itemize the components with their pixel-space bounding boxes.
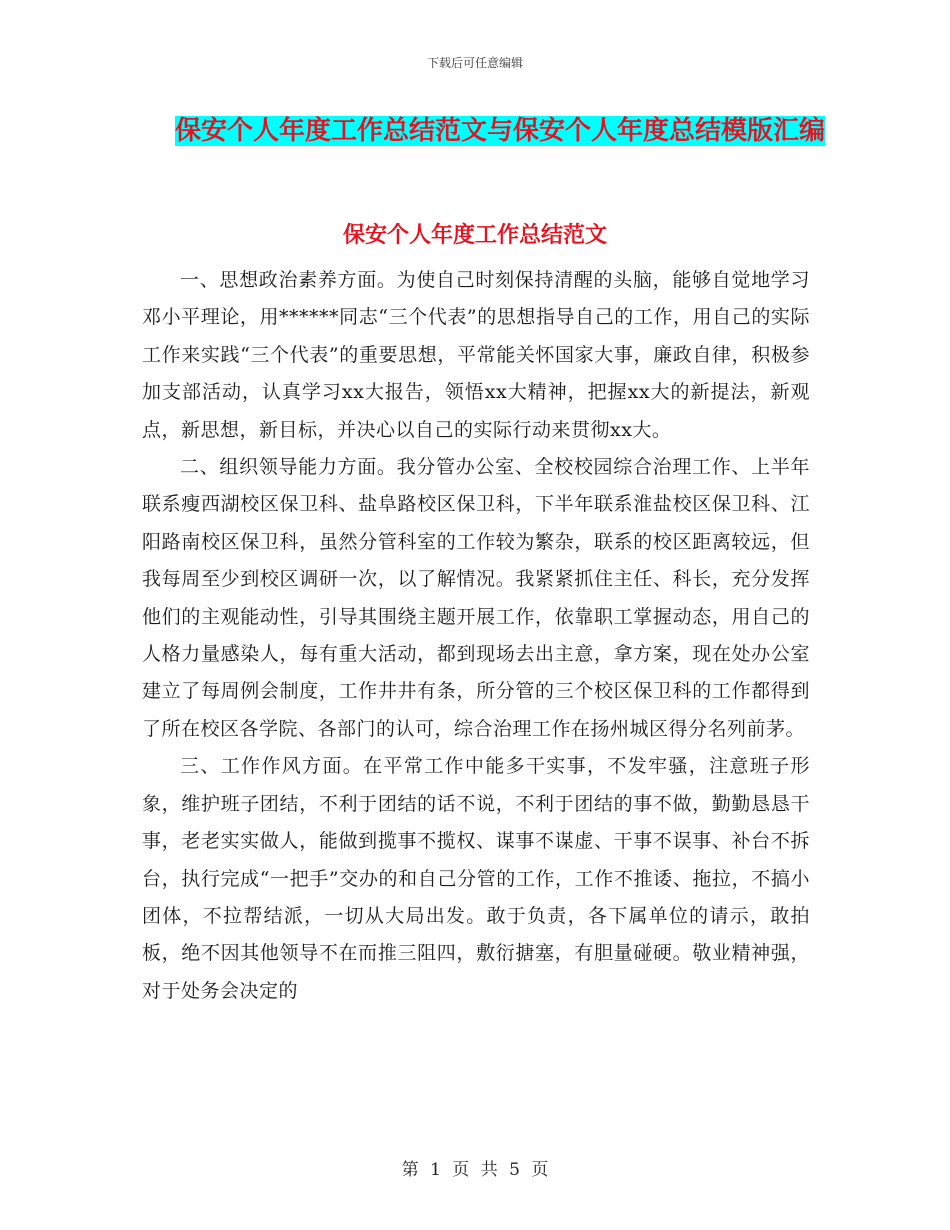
paragraph-2: 二、组织领导能力方面。我分管办公室、全校校园综合治理工作、上半年联系瘦西湖校区保卫科、盐阜路校区保卫科，下半年联系淮盐校区保卫科、江阳路南校区保卫科，虽然分管科室的工作较为繁杂，联系的校区距离较远，但我每周至少到校区调研一次，以了解情况。我紧紧抓住主任、科长，充分发挥他们的主观能动性，引导其围绕主题开展工作，依靠职工掌握动态，用自己的人格力量感染人，每有重大活动，都到现场去出主意，拿方案，现在处办公室建立了每周例会制度，工作井井有条，所分管的三个校区保卫科的工作都得到了所在校区各学院、各部门的认可，综合治理工作在扬州城区得分名列前茅。 bbox=[142, 456, 810, 740]
header-note: 下载后可任意编辑 bbox=[426, 56, 523, 70]
body-content bbox=[142, 262, 810, 1010]
paragraph-1: 一、思想政治素养方面。为使自己时刻保持清醒的头脑，能够自觉地学习邓小平理论，用******同志“三个代表”的思想指导自己的工作，用自己的实际工作来实践“三个代表”的重要思想，平常能关怀国家大事，廉政自律，积极参加支部活动，认真学习xx大报告，领悟xx大精神，把握xx大的新提法，新观点，新思想，新目标，并决心以自己的实际行动来贯彻xx大。 bbox=[142, 269, 810, 441]
document-title bbox=[150, 108, 850, 154]
page-footer: 第 1 页 共 5 页 bbox=[401, 1160, 549, 1180]
document-title-text: 保安个人年度工作总结范文与保安个人年度总结模版汇编 bbox=[174, 116, 825, 146]
section-title: 保安个人年度工作总结范文 bbox=[342, 223, 607, 248]
paragraph-3: 三、工作作风方面。在平常工作中能多干实事，不发牢骚，注意班子形象，维护班子团结，不利于团结的话不说，不利于团结的事不做，勤勤恳恳干事，老老实实做人，能做到揽事不揽权、谋事不谋虚、干事不误事、补台不拆台，执行完成“一把手”交办的和自己分管的工作，工作不推诿、拖拉，不搞小团体，不拉帮结派，一切从大局出发。敢于负责，各下属单位的请示，敢拍板，绝不因其他领导不在而推三阻四，敷衍搪塞，有胆量碰硬。敬业精神强，对于处务会决定的 bbox=[142, 755, 810, 1002]
